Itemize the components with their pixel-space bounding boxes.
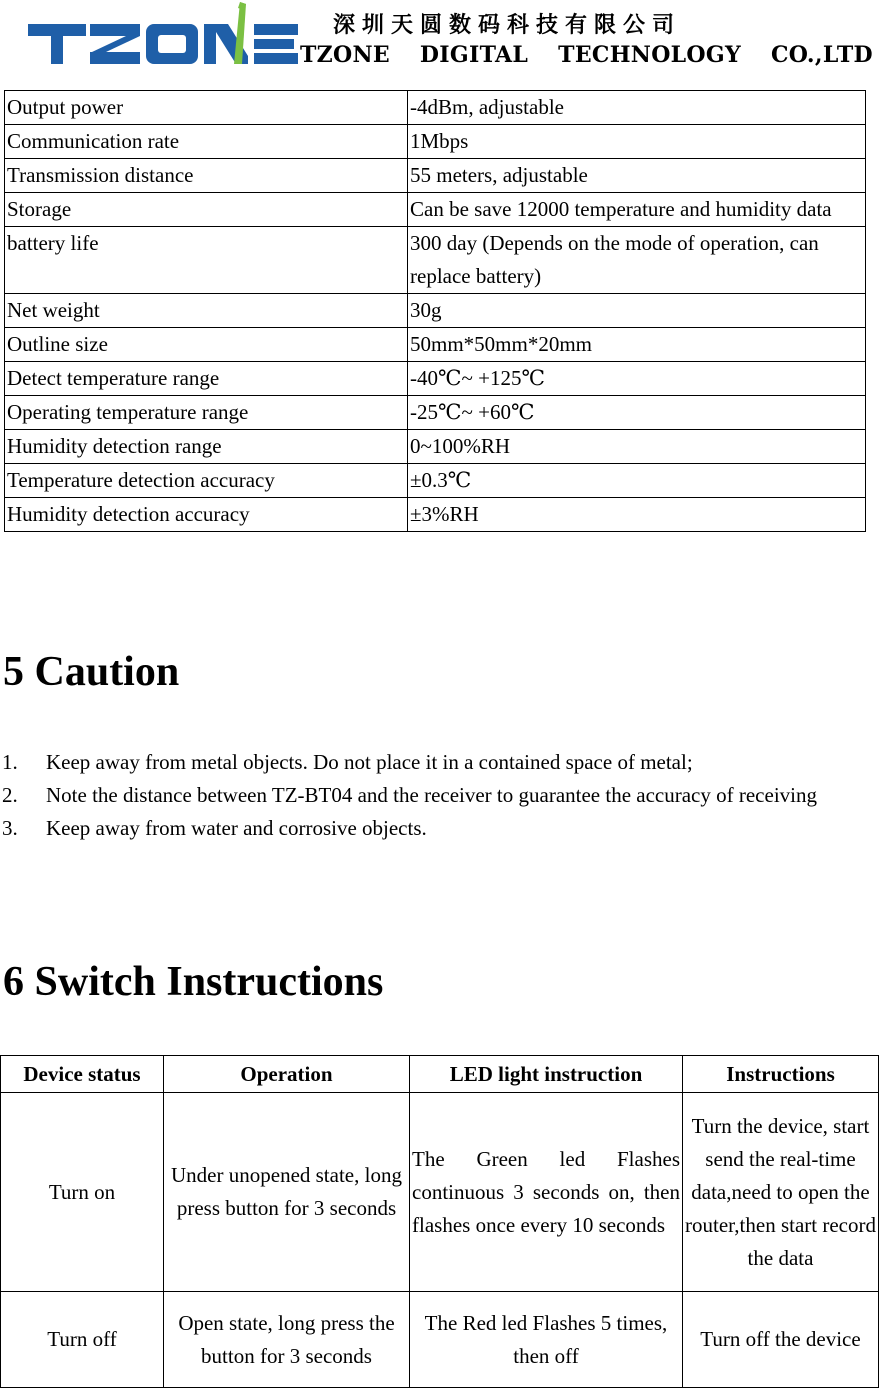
switch-instructions-table xyxy=(0,1055,879,1388)
caution-list xyxy=(2,746,877,845)
spec-key: Operating temperature range xyxy=(5,396,408,430)
company-name-english: TZONE DIGITAL TECHNOLOGY CO.,LTD xyxy=(300,42,873,68)
cell-led: The Green led Flashes continuous 3 seconds on, then flashes once every 10 seconds xyxy=(410,1093,683,1292)
spec-value: 300 day (Depends on the mode of operation, can replace battery) xyxy=(408,227,866,294)
spec-value: 55 meters, adjustable xyxy=(408,159,866,193)
cell-status: Turn off xyxy=(1,1292,164,1388)
spec-value: -4dBm, adjustable xyxy=(408,91,866,125)
table-row xyxy=(5,498,866,532)
spec-key: Storage xyxy=(5,193,408,227)
spec-value: -25℃~ +60℃ xyxy=(408,396,866,430)
column-header-operation: Operation xyxy=(164,1056,410,1093)
spec-value: ±3%RH xyxy=(408,498,866,532)
page-header xyxy=(0,0,879,72)
spec-value: 1Mbps xyxy=(408,125,866,159)
cell-status: Turn on xyxy=(1,1093,164,1292)
specification-table xyxy=(4,90,866,532)
column-header-instructions: Instructions xyxy=(683,1056,879,1093)
table-row xyxy=(5,328,866,362)
spec-key: Outline size xyxy=(5,328,408,362)
table-header-row xyxy=(1,1056,879,1093)
list-item: 3. Keep away from water and corrosive objects. xyxy=(2,816,427,840)
tzone-logo xyxy=(28,0,300,70)
spec-key: Detect temperature range xyxy=(5,362,408,396)
column-header-led: LED light instruction xyxy=(410,1056,683,1093)
spec-value: 30g xyxy=(408,294,866,328)
table-row xyxy=(1,1093,879,1292)
cell-instructions: Turn the device, start send the real-time data,need to open the router,then start record the data xyxy=(683,1093,879,1292)
company-name-chinese: 深圳天圆数码科技有限公司 xyxy=(333,12,682,38)
table-row xyxy=(5,193,866,227)
spec-key: battery life xyxy=(5,227,408,294)
spec-key: Output power xyxy=(5,91,408,125)
column-header-device-status: Device status xyxy=(1,1056,164,1093)
spec-key: Humidity detection range xyxy=(5,430,408,464)
spec-value: ±0.3℃ xyxy=(408,464,866,498)
spec-key: Net weight xyxy=(5,294,408,328)
list-item: 2. Note the distance between TZ-BT04 and the receiver to guarantee the accuracy of receiving xyxy=(2,783,817,807)
switch-instructions-heading: 6 Switch Instructions xyxy=(3,959,384,1005)
list-item: 1. Keep away from metal objects. Do not place it in a contained space of metal; xyxy=(2,750,693,774)
cell-operation: Under unopened state, long press button for 3 seconds xyxy=(164,1093,410,1292)
table-row xyxy=(1,1292,879,1388)
cell-led: The Red led Flashes 5 times, then off xyxy=(410,1292,683,1388)
spec-key: Transmission distance xyxy=(5,159,408,193)
table-row xyxy=(5,227,866,294)
table-row xyxy=(5,294,866,328)
table-row xyxy=(5,430,866,464)
spec-value: 50mm*50mm*20mm xyxy=(408,328,866,362)
table-row xyxy=(5,125,866,159)
spec-value: 0~100%RH xyxy=(408,430,866,464)
table-row xyxy=(5,159,866,193)
cell-operation: Open state, long press the button for 3 seconds xyxy=(164,1292,410,1388)
spec-value: Can be save 12000 temperature and humidity data xyxy=(408,193,866,227)
table-row xyxy=(5,91,866,125)
table-row xyxy=(5,362,866,396)
spec-value: -40℃~ +125℃ xyxy=(408,362,866,396)
table-row xyxy=(5,464,866,498)
table-row xyxy=(5,396,866,430)
cell-instructions: Turn off the device xyxy=(683,1292,879,1388)
spec-key: Temperature detection accuracy xyxy=(5,464,408,498)
caution-heading: 5 Caution xyxy=(3,649,180,695)
spec-key: Humidity detection accuracy xyxy=(5,498,408,532)
spec-key: Communication rate xyxy=(5,125,408,159)
